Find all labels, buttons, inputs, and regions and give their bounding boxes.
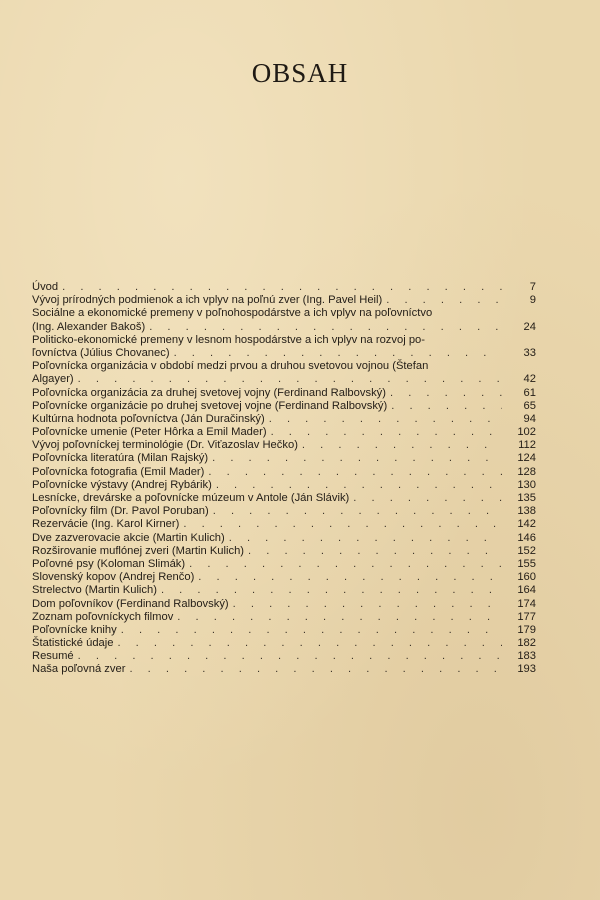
toc-entry	[32, 571, 536, 584]
toc-entry-text: Strelectvo (Martin Kulich)	[32, 584, 157, 597]
toc-entry-text: Lesnícke, drevárske a poľovnícke múzeum v Antole (Ján Slávik)	[32, 492, 350, 504]
toc-entry	[32, 650, 536, 663]
dot-leader	[198, 571, 502, 584]
toc-entry-text: Kultúrna hodnota poľovníctva (Ján Duračinský)	[32, 412, 265, 425]
toc-entry-line	[32, 598, 536, 611]
toc-entry-line	[32, 505, 536, 518]
toc-page-number: 160	[517, 571, 536, 584]
dot-leader	[174, 347, 502, 360]
toc-entry	[32, 598, 536, 611]
toc-page-number: 33	[523, 346, 536, 359]
toc-entry	[32, 281, 536, 294]
toc-entry-text: ľovníctva (Július Chovanec)	[32, 346, 170, 359]
toc-entry-text: Poľovnícka organizácia za druhej svetovej vojny (Ferdinand Ralbovský)	[32, 386, 386, 399]
toc-entry-text: Naša poľovná zver	[32, 663, 126, 676]
dot-leader	[161, 584, 502, 597]
dot-leader	[233, 598, 502, 611]
toc-entry-line	[32, 518, 536, 531]
toc-entry	[32, 505, 536, 518]
toc-page-number: 102	[517, 426, 536, 439]
dot-leader	[248, 545, 502, 558]
toc-entry	[32, 334, 536, 360]
toc-entry	[32, 439, 536, 452]
toc-entry-line	[32, 466, 536, 479]
toc-entry-text: Vývoj prírodných podmienok a ich vplyv na poľnú zver (Ing. Pavel Heil)	[32, 294, 383, 307]
dot-leader	[271, 426, 502, 439]
toc-page-number: 146	[517, 531, 536, 544]
toc-entry-line	[32, 624, 536, 637]
toc-entry-line	[32, 281, 536, 294]
dot-leader	[62, 281, 502, 294]
toc-entry-text: Resumé	[32, 650, 74, 663]
toc-entry-text: Poľovnícke organizácie po druhej svetovej vojne (Ferdinand Ralbovský)	[32, 399, 388, 412]
toc-entry-text: Vývoj poľovníckej terminológie (Dr. Viťazoslav Hečko)	[32, 439, 298, 452]
toc-page-number: 61	[523, 386, 536, 399]
dot-leader	[117, 637, 502, 650]
dot-leader	[149, 321, 502, 334]
toc-entry	[32, 558, 536, 571]
dot-leader	[78, 373, 502, 386]
toc-entry-line	[32, 663, 536, 676]
toc-page-number: 179	[517, 623, 536, 636]
dot-leader	[177, 611, 502, 624]
dot-leader	[269, 413, 502, 426]
toc-entry-text: (Ing. Alexander Bakoš)	[32, 320, 146, 333]
toc-page-number: 183	[517, 650, 536, 663]
toc-entry-line	[32, 479, 536, 492]
toc-page-number: 9	[529, 294, 536, 307]
toc-entry	[32, 387, 536, 400]
toc-entry-line	[32, 558, 536, 571]
toc-page-number: 65	[523, 399, 536, 412]
toc-entry-line	[32, 611, 536, 624]
toc-page-number: 142	[517, 518, 536, 531]
dot-leader	[208, 466, 502, 479]
toc-page-number: 24	[523, 320, 536, 333]
toc-entry-text: Poľovnícke knihy	[32, 623, 117, 636]
toc-page-number: 138	[517, 505, 536, 518]
toc-entry-line	[32, 545, 536, 558]
toc-page-number: 130	[517, 478, 536, 491]
dot-leader	[391, 400, 502, 413]
toc-page-number: 155	[517, 557, 536, 570]
dot-leader	[189, 558, 502, 571]
toc-entry-line	[32, 387, 536, 400]
toc-entry-text: Poľovnícka organizácia v období medzi prvou a druhou svetovou vojnou (Štefan	[32, 360, 429, 373]
toc-page-number: 182	[517, 637, 536, 650]
toc-entry-line	[32, 571, 536, 584]
toc-entry	[32, 479, 536, 492]
toc-page-number: 42	[523, 373, 536, 386]
toc-page-number: 112	[518, 439, 536, 452]
toc-entry-text: Poľovnícky film (Dr. Pavol Poruban)	[32, 505, 209, 518]
toc-entry-text: Zoznam poľovníckych filmov	[32, 610, 174, 623]
toc-entry-text: Algayer)	[32, 373, 74, 386]
toc-entry	[32, 360, 536, 386]
toc-entry-line	[32, 334, 536, 347]
toc-page-number: 135	[517, 492, 536, 504]
table-of-contents	[32, 281, 536, 677]
toc-entry-line	[32, 492, 536, 505]
toc-entry-text: Poľovnícke umenie (Peter Hôrka a Emil Mader)	[32, 426, 267, 439]
toc-entry	[32, 413, 536, 426]
toc-entry	[32, 452, 536, 465]
toc-page-number: 7	[529, 281, 536, 293]
toc-entry-line	[32, 452, 536, 465]
dot-leader	[216, 479, 502, 492]
toc-page-number: 152	[517, 544, 536, 557]
toc-entry	[32, 492, 536, 505]
toc-entry-line	[32, 294, 536, 307]
toc-entry-line	[32, 439, 536, 452]
toc-page-number: 124	[517, 452, 536, 465]
toc-page-number: 177	[517, 610, 536, 623]
toc-entry	[32, 307, 536, 333]
toc-entry-line	[32, 584, 536, 597]
dot-leader	[78, 650, 502, 663]
toc-page-number: 193	[517, 663, 536, 676]
toc-entry	[32, 294, 536, 307]
toc-entry-text: Dve zazverovacie akcie (Martin Kulich)	[32, 531, 225, 544]
dot-leader	[229, 532, 502, 545]
toc-entry-text: Dom poľovníkov (Ferdinand Ralbovský)	[32, 597, 229, 610]
dot-leader	[121, 624, 502, 637]
toc-entry-text: Slovenský kopov (Andrej Renčo)	[32, 571, 195, 584]
dot-leader	[183, 518, 502, 531]
toc-entry-text: Poľovnícka literatúra (Milan Rajský)	[32, 452, 209, 465]
toc-entry	[32, 611, 536, 624]
toc-entry-text: Poľovné psy (Koloman Slimák)	[32, 557, 186, 570]
toc-entry	[32, 545, 536, 558]
toc-page-number: 174	[517, 597, 536, 610]
toc-entry-text: Sociálne a ekonomické premeny v poľnohospodárstve a ich vplyv na poľovníctvo	[32, 307, 433, 320]
toc-page-number: 94	[523, 412, 536, 425]
toc-entry-line	[32, 321, 536, 334]
toc-entry	[32, 624, 536, 637]
toc-page-number: 128	[517, 465, 536, 478]
dot-leader	[353, 492, 502, 505]
toc-entry	[32, 466, 536, 479]
toc-entry-text: Poľovnícke výstavy (Andrej Rybárik)	[32, 478, 212, 491]
toc-entry-line	[32, 650, 536, 663]
toc-page-number: 164	[517, 584, 536, 597]
toc-entry-line	[32, 347, 536, 360]
toc-entry	[32, 518, 536, 531]
toc-entry-line	[32, 400, 536, 413]
dot-leader	[302, 439, 502, 452]
toc-entry	[32, 532, 536, 545]
toc-entry-text: Štatistické údaje	[32, 637, 114, 650]
toc-entry-line	[32, 307, 536, 320]
toc-entry	[32, 663, 536, 676]
page-title: OBSAH	[251, 58, 349, 88]
toc-entry-line	[32, 637, 536, 650]
toc-entry-line	[32, 532, 536, 545]
toc-entry	[32, 637, 536, 650]
toc-entry	[32, 584, 536, 597]
toc-entry-text: Úvod	[32, 281, 59, 293]
toc-entry-text: Politicko-ekonomické premeny v lesnom hospodárstve a ich vplyv na rozvoj po-	[32, 333, 425, 346]
dot-leader	[129, 663, 502, 676]
toc-entry-text: Poľovnícka fotografia (Emil Mader)	[32, 465, 205, 478]
dot-leader	[213, 505, 502, 518]
dot-leader	[386, 294, 502, 307]
toc-entry	[32, 426, 536, 439]
toc-entry-line	[32, 360, 536, 373]
toc-entry-line	[32, 413, 536, 426]
dot-leader	[212, 452, 502, 465]
toc-entry-line	[32, 373, 536, 386]
toc-entry-text: Rezervácie (Ing. Karol Kirner)	[32, 518, 180, 531]
toc-entry-line	[32, 426, 536, 439]
toc-entry-text: Rozširovanie muflónej zveri (Martin Kulich)	[32, 544, 245, 557]
toc-entry	[32, 400, 536, 413]
dot-leader	[390, 387, 502, 400]
